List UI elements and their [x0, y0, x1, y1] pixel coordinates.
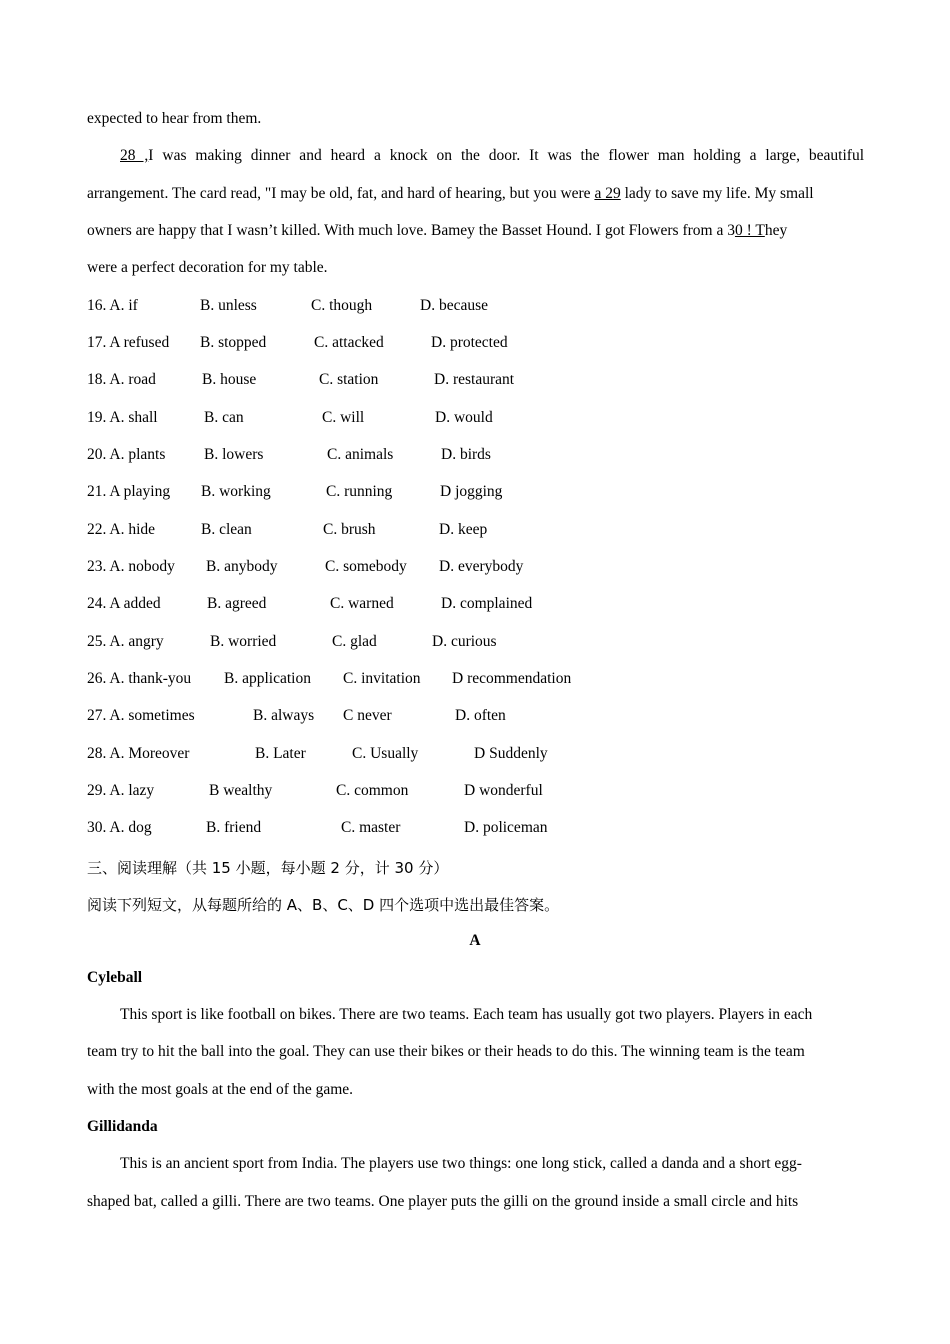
question-22-option-a: 22. A. hide	[87, 521, 156, 538]
question-22-option-b: B. clean	[201, 521, 252, 538]
part-label: A	[469, 932, 481, 949]
question-19-option-a: 19. A. shall	[87, 409, 158, 426]
question-30-option-a: 30. A. dog	[87, 819, 152, 836]
question-21-option-d: D jogging	[440, 483, 503, 500]
passage-line: arrangement. The card read, "I may be old, fat, and hard of hearing, but you were a 29 lady to save my life. My small	[87, 185, 814, 202]
blank-30: 0 ! T	[734, 222, 765, 239]
paragraph-line: with the most goals at the end of the game.	[87, 1081, 354, 1098]
question-19-option-c: C. will	[322, 409, 365, 426]
question-29-option-b: B wealthy	[209, 782, 273, 799]
question-21-option-a: 21. A playing	[87, 483, 171, 500]
paragraph-line: This is an ancient sport from India. The players use two things: one long stick, called a danda and a short egg-	[120, 1155, 802, 1172]
question-29-option-c: C. common	[336, 782, 409, 799]
question-26-option-d: D recommendation	[452, 670, 572, 687]
question-23-option-b: B. anybody	[206, 558, 278, 575]
question-16-option-b: B. unless	[200, 297, 257, 314]
section-heading: 三、阅读理解（共 15 小题，每小题 2 分，计 30 分）	[87, 859, 449, 877]
question-19-option-d: D. would	[435, 409, 493, 426]
question-16-option-d: D. because	[420, 297, 488, 314]
passage-line: 28 ,I was making dinner and heard a knock on the door. It was the flower man holding a large, beautiful	[120, 147, 865, 164]
question-27-option-c: C never	[343, 707, 392, 724]
question-20-option-b: B. lowers	[204, 446, 264, 463]
question-20-option-a: 20. A. plants	[87, 446, 166, 463]
question-29-option-d: D wonderful	[464, 782, 543, 799]
article-title-cyleball: Cyleball	[87, 969, 143, 986]
question-25-option-a: 25. A. angry	[87, 633, 164, 650]
paragraph-line: This sport is like football on bikes. There are two teams. Each team has usually got two players. Players in each	[120, 1006, 813, 1023]
question-28-option-d: D Suddenly	[474, 745, 548, 762]
passage-line: were a perfect decoration for my table.	[87, 259, 328, 276]
question-26-option-a: 26. A. thank-you	[87, 670, 192, 687]
question-18-option-a: 18. A. road	[87, 371, 156, 388]
question-17-option-a: 17. A refused	[87, 334, 170, 351]
question-30-option-d: D. policeman	[464, 819, 548, 836]
question-26-option-b: B. application	[224, 670, 311, 687]
paragraph-line: team try to hit the ball into the goal. They can use their bikes or their heads to do this. The winning team is the team	[87, 1043, 805, 1060]
question-16-option-a: 16. A. if	[87, 297, 138, 314]
question-27-option-d: D. often	[455, 707, 506, 724]
question-27-option-a: 27. A. sometimes	[87, 707, 195, 724]
question-25-option-d: D. curious	[432, 633, 497, 650]
question-22-option-d: D. keep	[439, 521, 488, 538]
question-30-option-b: B. friend	[206, 819, 262, 836]
question-17-option-b: B. stopped	[200, 334, 267, 351]
question-22-option-c: C. brush	[323, 521, 376, 538]
question-26-option-c: C. invitation	[343, 670, 421, 687]
question-21-option-c: C. running	[326, 483, 393, 500]
question-19-option-b: B. can	[204, 409, 244, 426]
section-instruction: 阅读下列短文，从每题所给的 A、B、C、D 四个选项中选出最佳答案。	[87, 896, 560, 914]
question-20-option-d: D. birds	[441, 446, 491, 463]
question-17-option-c: C. attacked	[314, 334, 384, 351]
question-20-option-c: C. animals	[327, 446, 394, 463]
paragraph-line: shaped bat, called a gilli. There are two teams. One player puts the gilli on the ground inside a small circle and hits	[87, 1193, 799, 1210]
question-24-option-a: 24. A added	[87, 595, 161, 612]
question-28-option-c: C. Usually	[352, 745, 419, 762]
question-24-option-c: C. warned	[330, 595, 394, 612]
blank-29: a 29	[594, 185, 621, 202]
question-27-option-b: B. always	[253, 707, 315, 724]
question-18-option-c: C. station	[319, 371, 379, 388]
question-25-option-b: B. worried	[210, 633, 277, 650]
question-18-option-b: B. house	[202, 371, 257, 388]
question-25-option-c: C. glad	[332, 633, 377, 650]
question-28-option-a: 28. A. Moreover	[87, 745, 190, 762]
blank-28: 28 ,	[120, 147, 149, 164]
question-23-option-c: C. somebody	[325, 558, 407, 575]
question-21-option-b: B. working	[201, 483, 271, 500]
passage-line: expected to hear from them.	[87, 110, 262, 127]
question-30-option-c: C. master	[341, 819, 401, 836]
question-18-option-d: D. restaurant	[434, 371, 515, 388]
question-23-option-d: D. everybody	[439, 558, 524, 575]
question-23-option-a: 23. A. nobody	[87, 558, 175, 575]
question-24-option-d: D. complained	[441, 595, 533, 612]
question-29-option-a: 29. A. lazy	[87, 782, 155, 799]
article-title-gillidanda: Gillidanda	[87, 1118, 158, 1135]
passage-line: owners are happy that I wasn’t killed. With much love. Bamey the Basset Hound. I got Flowers from a 30 ! They	[87, 222, 788, 239]
question-16-option-c: C. though	[311, 297, 373, 314]
question-24-option-b: B. agreed	[207, 595, 267, 612]
question-17-option-d: D. protected	[431, 334, 508, 351]
question-28-option-b: B. Later	[255, 745, 306, 762]
